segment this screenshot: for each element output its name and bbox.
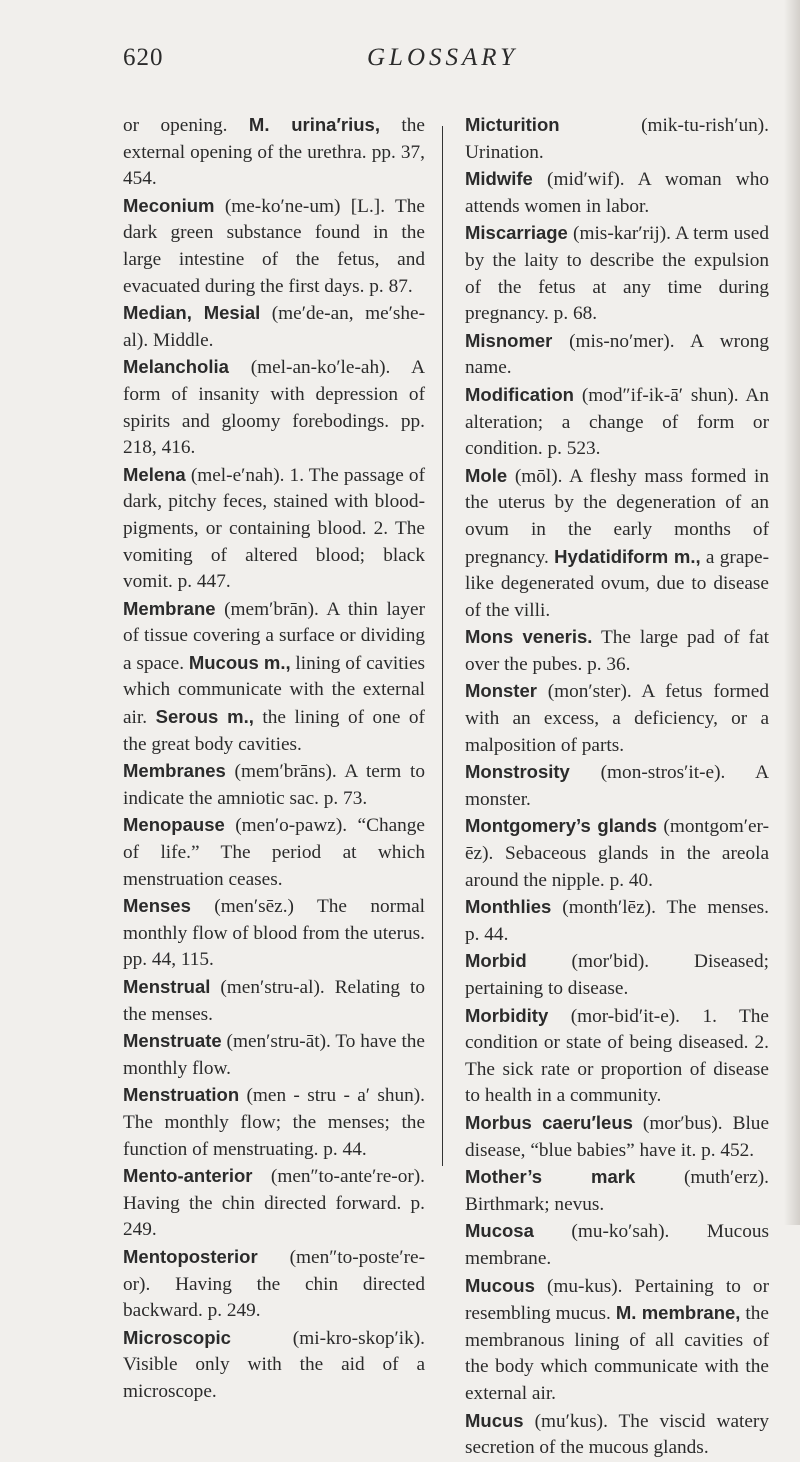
glossary-entry (465, 948, 769, 1002)
entry-definition: (mik-tu-rish′un). Urination. (465, 115, 769, 163)
entry-definition: (mem′brān). A thin layer of tissue covering a surface or dividing a space. (123, 598, 425, 674)
entry-definition: a grape-like degenerated ovum, due to disease of the villi. (465, 546, 769, 621)
entry-term: Melancholia (123, 356, 229, 378)
entry-term: Morbid (465, 950, 527, 972)
entry-definition: (mid′wif). A woman who attends women in labor. (465, 169, 769, 217)
glossary-entry (123, 1163, 425, 1244)
entry-subterm: Hydatidiform m., (554, 545, 701, 567)
entry-subterm: M. urina′rius, (248, 114, 380, 135)
entry-term: Morbidity (465, 1004, 549, 1026)
entry-subterm: M. membrane, (615, 1302, 741, 1324)
right-column (465, 112, 769, 1462)
page-header (0, 44, 800, 84)
glossary-entry (465, 813, 769, 894)
entry-definition: (mor′bus). Blue disease, “blue babies” have it. p. 452. (465, 1112, 770, 1161)
glossary-entry (465, 1164, 769, 1218)
entry-term: Menstrual (123, 976, 211, 997)
entry-term: Misnomer (465, 329, 553, 351)
entry-definition: (men′stru-al). Relating to the menses. (123, 977, 425, 1025)
glossary-entry (465, 1408, 769, 1462)
glossary-entry (123, 354, 425, 461)
entry-definition: (men″to-ante′re-or). Having the chin directed forward. p. 249. (123, 1166, 425, 1241)
page-edge-shadow (784, 0, 800, 1225)
entry-definition: (mel-an-ko′le-ah). A form of insanity with depression of spirits and gloomy forebodings. pp. 218, 416. (123, 357, 425, 459)
glossary-entry (123, 812, 425, 893)
glossary-entry (465, 894, 769, 948)
entry-definition: the external opening of the urethra. pp. 37, 454. (123, 115, 425, 190)
glossary-entry (465, 1273, 769, 1408)
glossary-entry (465, 624, 769, 678)
entry-term: Monster (465, 680, 537, 702)
entry-definition: The large pad of fat over the pubes. p. 36. (465, 627, 769, 675)
entry-term: Miscarriage (465, 222, 568, 244)
entry-term: Mucous (465, 1274, 535, 1296)
entry-definition: lining of cavities which communicate with the external air. (123, 652, 426, 729)
entry-definition: (montgom′er-ēz). Sebaceous glands in the areola around the nipple. p. 40. (465, 816, 769, 891)
entry-term: Micturition (465, 114, 560, 135)
entry-definition: (muth′erz). Birthmark; nevus. (465, 1167, 769, 1215)
glossary-entry (123, 596, 425, 759)
entry-definition: (mōl). A fleshy mass formed in the uterus by the degeneration of an ovum in the early months of pregnancy. (465, 465, 769, 568)
entry-definition: (men′sēz.) The normal monthly flow of blood from the uterus. pp. 44, 115. (123, 896, 425, 971)
entry-term: Morbus caeru′leus (465, 1111, 633, 1133)
glossary-entry (465, 463, 769, 625)
entry-definition: (mod″if-ik-ā′ shun). An alteration; a change of form or condition. p. 523. (465, 384, 769, 460)
entry-definition: (mon-stros′it-e). A monster. (465, 762, 769, 810)
entry-definition: (men″to-poste′re-or). Having the chin directed backward. p. 249. (123, 1246, 425, 1322)
entry-term: Menses (123, 895, 191, 917)
glossary-entry (123, 193, 425, 300)
entry-definition: (mor′bid). Diseased; pertaining to disease. (465, 951, 769, 999)
glossary-entry (123, 112, 425, 193)
entry-definition: the membranous lining of all cavities of the body which communicate with the external air. (465, 1303, 769, 1404)
glossary-entry (123, 462, 425, 596)
entry-definition: (mel-e′nah). 1. The passage of dark, pitchy feces, stained with blood-pigments, or containing blood. 2. The vomiting of altered blood; black vomit. p. 447. (123, 464, 425, 593)
entry-term: Melena (123, 463, 186, 485)
entry-definition: (month′lēz). The menses. p. 44. (465, 897, 769, 945)
glossary-entry (123, 758, 425, 812)
glossary-entry (465, 166, 769, 220)
glossary-entry (465, 112, 769, 166)
entry-definition: (mu-kus). Pertaining to or resembling mucus. (465, 1275, 769, 1325)
glossary-entry (465, 678, 769, 759)
entry-term: Microscopic (123, 1326, 231, 1348)
column-divider (442, 126, 443, 1166)
entry-term: Mucosa (465, 1220, 534, 1242)
entry-definition: (mis-kar′rij). A term used by the laity to describe the expulsion of the fetus at any time during pregnancy. p. 68. (465, 223, 769, 325)
glossary-entry (123, 300, 425, 354)
glossary-entry (123, 1028, 425, 1082)
left-column (123, 112, 425, 1406)
entry-definition: (men′stru-āt). To have the monthly flow. (123, 1031, 425, 1079)
entry-term: Mento-anterior (123, 1165, 253, 1187)
entry-term: Monstrosity (465, 761, 570, 783)
entry-term: Monthlies (465, 896, 552, 918)
entry-definition: (mis-no′mer). A wrong name. (465, 330, 769, 379)
entry-term: Meconium (123, 194, 215, 216)
entry-definition: (men - stru - a′ shun). The monthly flow; the menses; the function of menstruating. p. 44. (123, 1085, 425, 1160)
glossary-entry (465, 220, 769, 327)
entry-subterm: Serous m., (155, 706, 254, 728)
entry-term: Median, Mesial (123, 302, 261, 324)
glossary-entry (123, 893, 425, 974)
entry-term: Midwife (465, 168, 533, 190)
glossary-entry (465, 328, 769, 382)
glossary-entry (123, 974, 425, 1028)
entry-term: Menstruation (123, 1084, 240, 1106)
entry-term: Mole (465, 464, 508, 486)
entry-term: Mother’s mark (465, 1166, 636, 1188)
entry-term: Modification (465, 383, 574, 405)
entry-term: Membrane (123, 597, 216, 619)
glossary-entry (123, 1325, 425, 1406)
glossary-entry (465, 1110, 769, 1164)
entry-definition: the lining of one of the great body cavities. (123, 707, 425, 755)
entry-definition: (mu′kus). The viscid watery secretion of the mucous glands. (465, 1410, 769, 1459)
entry-definition: or opening. (123, 115, 249, 136)
page-number: 620 (123, 44, 164, 71)
entry-definition: (me′de-an, me′she-al). Middle. (123, 303, 425, 351)
entry-term: Mucus (465, 1409, 524, 1431)
entry-term: Menopause (123, 814, 225, 836)
glossary-entry (123, 1244, 425, 1325)
running-title: GLOSSARY (367, 44, 519, 71)
entry-definition: (mon′ster). A fetus formed with an excess, a deficiency, or a malposition of parts. (465, 681, 769, 756)
glossary-entry (465, 1003, 769, 1110)
entry-definition: (men′o-pawz). “Change of life.” The period at which menstruation ceases. (123, 815, 425, 890)
glossary-entry (465, 759, 769, 813)
entry-definition: (me-ko′ne-um) [L.]. The dark green substance found in the large intestine of the fetus, and evacuated during the first days. p. 87. (123, 195, 425, 297)
entry-definition: (mem′brāns). A term to indicate the amniotic sac. p. 73. (123, 761, 425, 809)
entry-definition: (mi-kro-skop′ik). Visible only with the aid of a microscope. (123, 1327, 425, 1402)
entry-definition: (mor-bid′it-e). 1. The condition or state of being diseased. 2. The sick rate or proportion of disease to health in a community. (465, 1005, 769, 1107)
entry-term: Menstruate (123, 1030, 222, 1052)
glossary-entry (465, 1218, 769, 1272)
entry-term: Mentoposterior (123, 1245, 258, 1267)
entry-term: Mons veneris. (465, 626, 593, 648)
glossary-entry (123, 1082, 425, 1163)
glossary-entry (465, 382, 769, 463)
entry-subterm: Mucous m., (188, 651, 291, 673)
entry-term: Membranes (123, 760, 226, 782)
entry-term: Montgomery’s glands (465, 815, 658, 837)
entry-definition: (mu-ko′sah). Mucous membrane. (465, 1221, 769, 1269)
